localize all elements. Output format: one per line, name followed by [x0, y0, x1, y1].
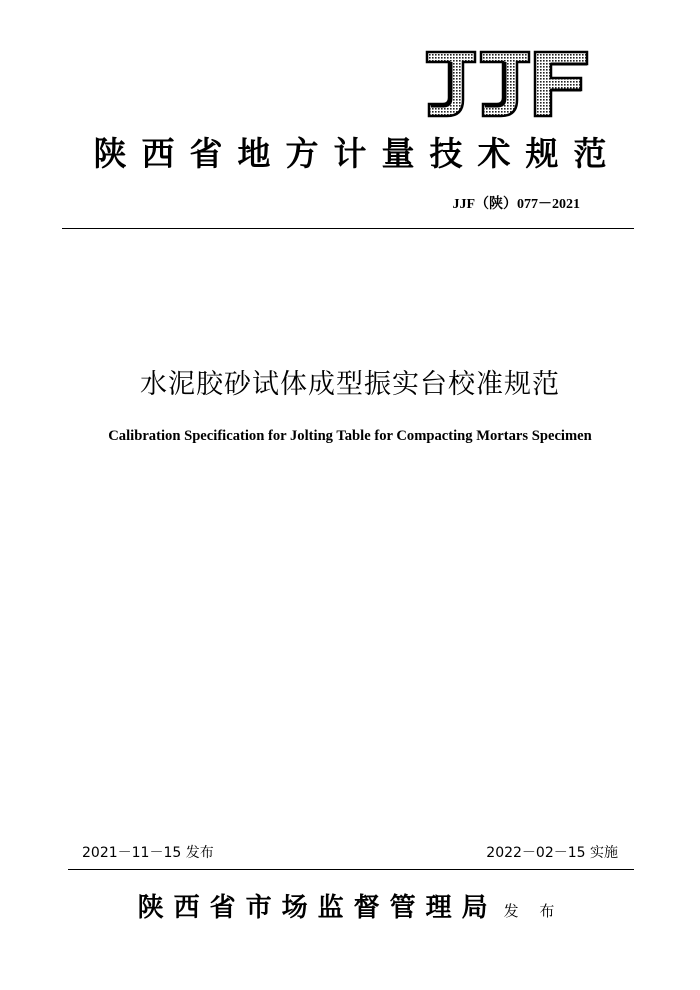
series-title: 陕西省地方计量技术规范 [93, 134, 622, 173]
bottom-divider [68, 869, 634, 870]
top-divider [62, 228, 634, 229]
title-english: Calibration Specification for Jolting Table for Compacting Mortars Specimen [108, 428, 592, 444]
jjf-logo-icon [423, 48, 591, 120]
effective-date: 2022－02－15 实施 [486, 845, 618, 861]
title-chinese: 水泥胶砂试体成型振实台校准规范 [140, 369, 560, 400]
publish-label: 发 布 [503, 902, 563, 920]
issue-date: 2021－11－15 发布 [82, 845, 214, 861]
document-code: JJF（陕）077－2021 [452, 197, 580, 212]
publisher-line [0, 888, 700, 931]
publisher-name: 陕西省市场监督管理局 [137, 893, 498, 923]
